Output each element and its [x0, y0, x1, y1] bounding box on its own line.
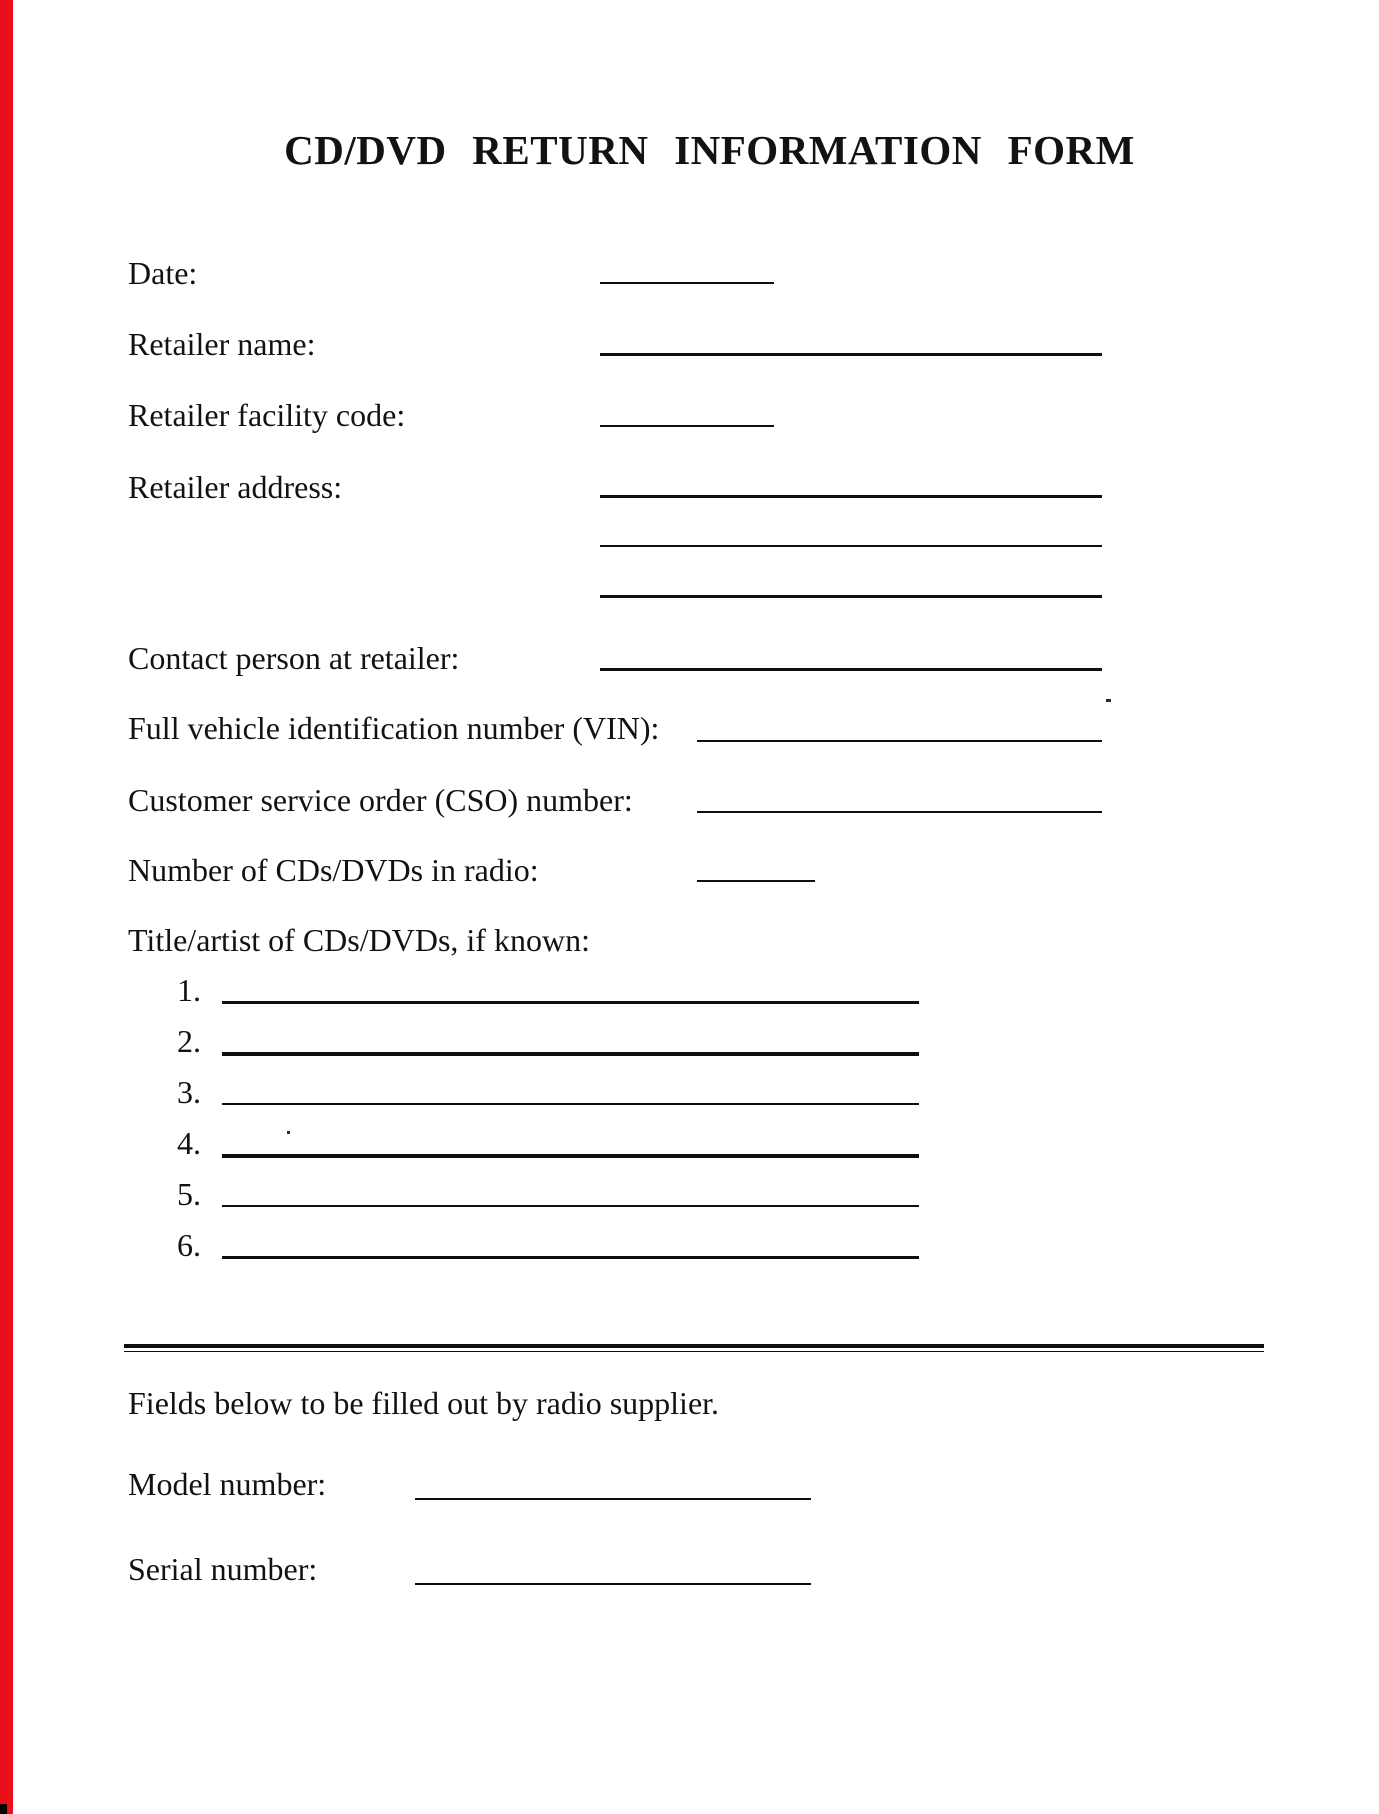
- section-divider: [124, 1344, 1264, 1348]
- field-label-contact-person: Contact person at retailer:: [128, 640, 460, 676]
- list-item-number-2: 2.: [177, 1023, 201, 1059]
- scan-edge-stripe: [0, 0, 13, 1814]
- scan-speck: [287, 1131, 290, 1134]
- list-item-fill-line-5: [222, 1205, 919, 1207]
- list-item-fill-line-2: [222, 1052, 919, 1056]
- list-item-number-3: 3.: [177, 1074, 201, 1110]
- vin-fill-line: [697, 740, 1102, 742]
- scan-speck: [0, 1804, 7, 1814]
- field-label-retailer-address: Retailer address:: [128, 469, 343, 505]
- field-label-model-number: Model number:: [128, 1466, 327, 1502]
- list-item-number-1: 1.: [177, 972, 201, 1008]
- list-heading: Title/artist of CDs/DVDs, if known:: [128, 922, 590, 958]
- field-label-vin: Full vehicle identification number (VIN):: [128, 710, 660, 746]
- serial-number-fill-line: [415, 1583, 811, 1585]
- retailer-address-fill-line-1: [600, 495, 1102, 498]
- field-label-serial-number: Serial number:: [128, 1551, 318, 1587]
- retailer-address-fill-line-3: [600, 595, 1102, 598]
- scan-speck: [1106, 699, 1111, 702]
- list-item-fill-line-1: [222, 1001, 919, 1004]
- retailer-address-fill-line-2: [600, 545, 1102, 547]
- list-item-fill-line-4: [222, 1154, 919, 1158]
- retailer-name-fill-line: [600, 353, 1102, 356]
- supplier-note: Fields below to be filled out by radio supplier.: [128, 1385, 720, 1421]
- cd-count-fill-line: [697, 880, 815, 882]
- date-fill-line: [600, 282, 774, 284]
- list-item-number-4: 4.: [177, 1125, 201, 1161]
- field-label-cd-count: Number of CDs/DVDs in radio:: [128, 852, 539, 888]
- list-item-fill-line-6: [222, 1256, 919, 1259]
- page-title: CD/DVD RETURN INFORMATION FORM: [284, 127, 1135, 173]
- field-label-cso-number: Customer service order (CSO) number:: [128, 782, 633, 818]
- contact-person-fill-line: [600, 668, 1102, 671]
- section-divider-thin: [124, 1351, 1264, 1352]
- list-item-number-6: 6.: [177, 1227, 201, 1263]
- field-label-retailer-facility-code: Retailer facility code:: [128, 397, 406, 433]
- field-label-date: Date:: [128, 255, 198, 291]
- list-item-number-5: 5.: [177, 1176, 201, 1212]
- field-label-retailer-name: Retailer name:: [128, 326, 316, 362]
- list-item-fill-line-3: [222, 1103, 919, 1105]
- retailer-facility-code-fill-line: [600, 425, 774, 427]
- model-number-fill-line: [415, 1498, 811, 1500]
- cso-number-fill-line: [697, 811, 1102, 813]
